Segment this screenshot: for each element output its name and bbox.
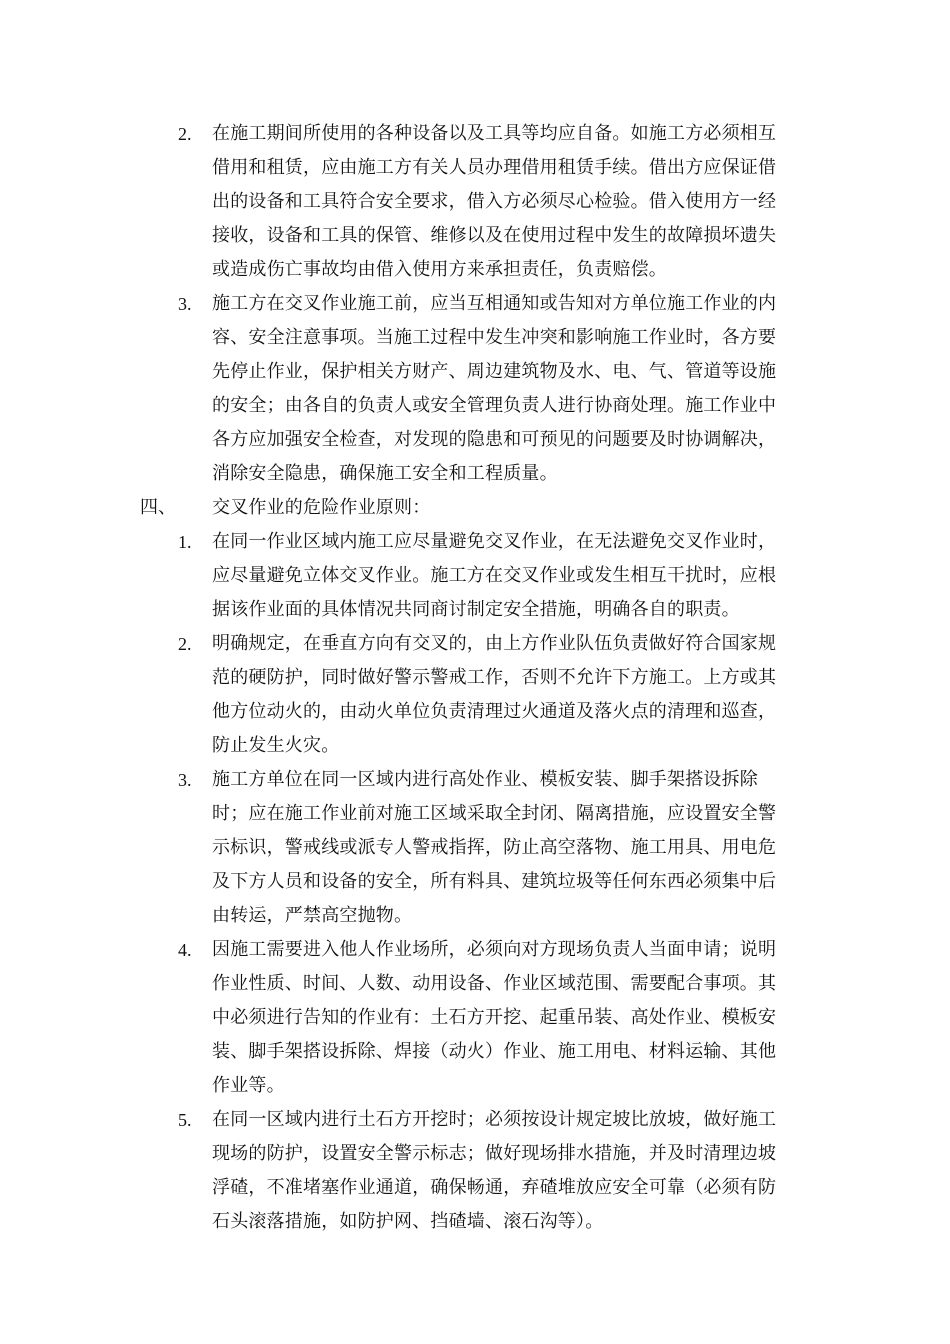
item-number: 2. xyxy=(178,124,192,144)
item-text: 施工方单位在同一区域内进行高处作业、模板安装、脚手架搭设拆除 时；应在施工作业前对施工区域采取全封闭、隔离措施，应设置安全警 示标识，警戒线或派专人警戒指挥，防止高空落物、施工用具、用电危 及下方人员和设备的安全，所有料具、建筑垃圾等任何东西必须集中后 由转运，严禁高空抛物。 xyxy=(212,769,777,926)
item-number: 4. xyxy=(178,940,192,960)
item-number: 3. xyxy=(178,770,192,790)
item-text: 在同一区域内进行土石方开挖时；必须按设计规定坡比放坡，做好施工 现场的防护，设置安全警示标志；做好现场排水措施，并及时清理边坡 浮碴，不准堵塞作业通道，确保畅通，弃碴堆放应安全可靠（必须有防 石头滚落措施，如防护网、挡碴墙、滚石沟等）。 xyxy=(212,1109,777,1232)
section-title: 交叉作业的危险作业原则： xyxy=(212,497,431,518)
item-text: 明确规定，在垂直方向有交叉的，由上方作业队伍负责做好符合国家规 范的硬防护，同时做好警示警戒工作，否则不允许下方施工。上方或其 他方位动火的，由动火单位负责清理过火通道及落火点的清理和巡查， 防止发生火灾。 xyxy=(212,633,777,756)
item-text: 在施工期间所使用的各种设备以及工具等均应自备。如施工方必须相互 借用和租赁，应由施工方有关人员办理借用租赁手续。借出方应保证借 出的设备和工具符合安全要求，借入方必须尽心检验。借入使用方一经 接收，设备和工具的保管、维修以及在使用过程中发生的故障损坏遗失 或造成伤亡事故均由借入使用方来承担责任，负责赔偿。 xyxy=(212,123,777,280)
item-text: 在同一作业区域内施工应尽量避免交叉作业，在无法避免交叉作业时， 应尽量避免立体交叉作业。施工方在交叉作业或发生相互干扰时，应根 据该作业面的具体情况共同商讨制定安全措施，明确各自的职责。 xyxy=(212,531,777,620)
item-text: 因施工需要进入他人作业场所，必须向对方现场负责人当面申请；说明 作业性质、时间、人数、动用设备、作业区域范围、需要配合事项。其 中必须进行告知的作业有：土石方开挖、起重吊装、高处作业、模板安 装、脚手架搭设拆除、焊接（动火）作业、施工用电、材料运输、其他 作业等。 xyxy=(212,939,777,1096)
item-number: 5. xyxy=(178,1110,192,1130)
item-number: 2. xyxy=(178,634,192,654)
item-number: 1. xyxy=(178,532,192,552)
item-number: 3. xyxy=(178,294,192,314)
section-number: 四、 xyxy=(140,497,176,518)
item-text: 施工方在交叉作业施工前，应当互相通知或告知对方单位施工作业的内 容、安全注意事项。当施工过程中发生冲突和影响施工作业时，各方要 先停止作业，保护相关方财产、周边建筑物及水、电、气、管道等设施 的安全；由各自的负责人或安全管理负责人进行协商处理。施工作业中 各方应加强安全检查，对发现的隐患和可预见的问题要及时协调解决， 消除安全隐患，确保施工安全和工程质量。 xyxy=(212,293,777,484)
